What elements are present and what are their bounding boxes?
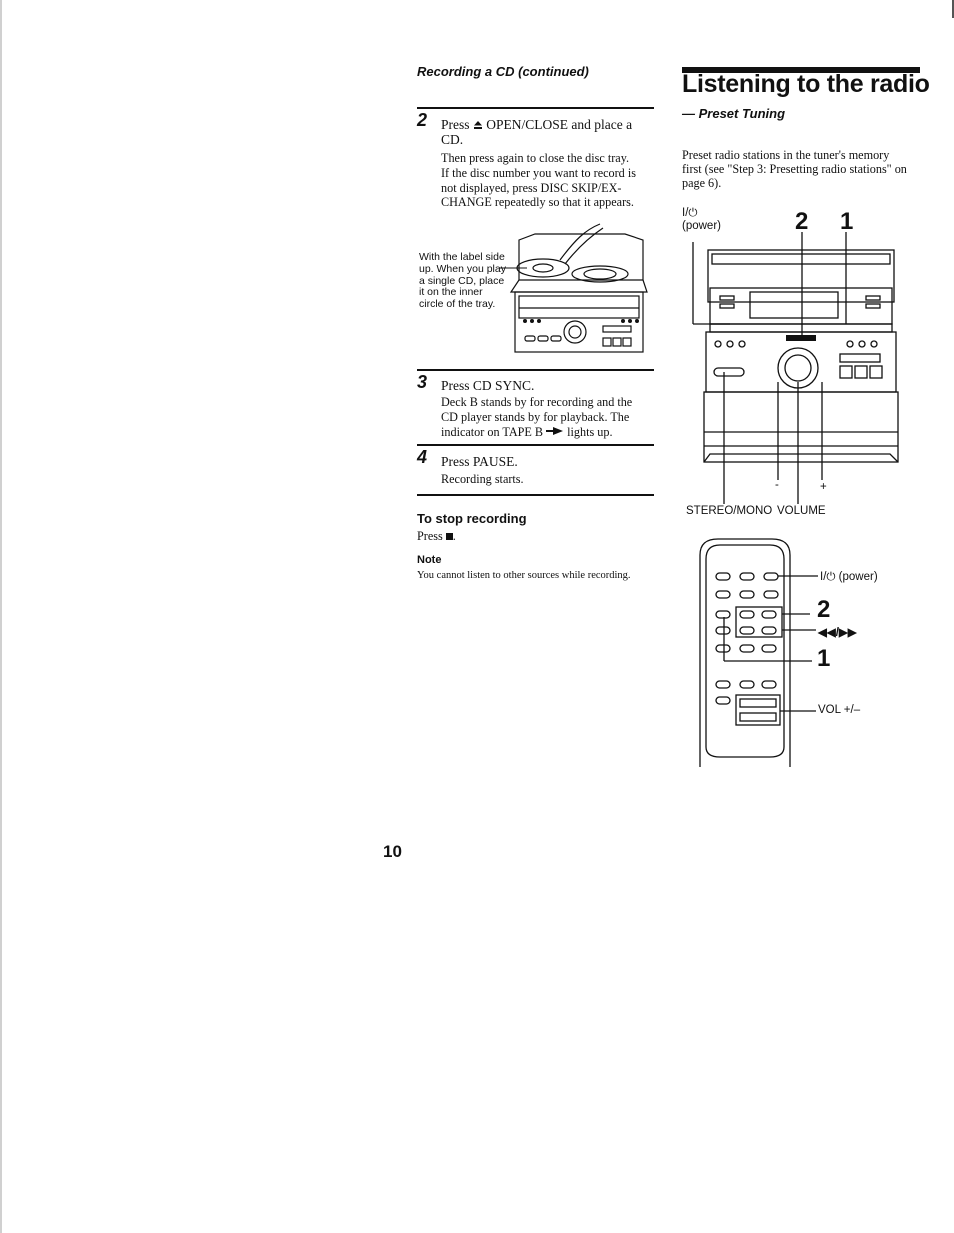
step-number: 3	[417, 372, 428, 392]
page-edge-left	[0, 0, 2, 1233]
divider	[417, 444, 654, 446]
step-detail-prefix: Deck B stands by for recording and the CD player stands by for playback. The indicator on TAPE B	[441, 395, 633, 439]
step-instruction: Press CD SYNC.	[441, 378, 535, 393]
remote-power-label: I/⏻ (power)	[820, 571, 878, 583]
page-subtitle: — Preset Tuning	[682, 106, 786, 121]
divider	[417, 369, 654, 371]
stop-text-suffix: .	[452, 529, 456, 543]
step-instruction	[441, 117, 653, 147]
step-detail-suffix: lights up.	[564, 425, 613, 439]
stop-square-icon	[446, 533, 453, 540]
stereo-unit-illustration	[690, 232, 900, 502]
step-detail: Recording starts.	[441, 472, 524, 486]
page-number: 10	[383, 842, 402, 861]
stop-instruction	[417, 529, 456, 544]
volume-plus-label: +	[820, 481, 827, 493]
callout-number: 2	[795, 208, 809, 235]
power-word-label: (power)	[682, 220, 721, 232]
cd-player-illustration	[505, 220, 650, 355]
step-detail: If the disc number you want to record is not displayed, press DISC SKIP/EX-CHANGE repeatedly so that it appears.	[441, 166, 636, 209]
remote-vol-label: VOL +/–	[818, 704, 861, 716]
callout-number: 1	[817, 645, 831, 672]
callout-number: 2	[817, 596, 831, 623]
eject-icon	[473, 118, 483, 128]
step-number: 2	[417, 110, 428, 130]
step-number: 4	[417, 447, 428, 467]
intro-paragraph: Preset radio stations in the tuner's memory first (see "Step 3: Presetting radio stations" on page 6).	[682, 148, 907, 190]
remote-skip-label: ◀◀/▶▶	[818, 627, 857, 639]
callout-number: 1	[840, 208, 854, 235]
step-detail: Then press again to close the disc tray.	[441, 151, 630, 165]
section-heading: To stop recording	[417, 511, 527, 526]
figure-caption: With the label side up. When you play a single CD, place it on the inner circle of the tray.	[419, 251, 506, 311]
step-text-suffix: OPEN/CLOSE and place a CD.	[441, 117, 633, 147]
step-instruction: Press PAUSE.	[441, 454, 518, 469]
step-text-prefix: Press	[441, 117, 473, 132]
page-title: Listening to the radio	[682, 70, 930, 98]
running-head: Recording a CD (continued)	[417, 64, 589, 79]
play-arrow-icon	[546, 424, 564, 432]
step-detail	[441, 395, 646, 440]
volume-label: VOLUME	[777, 505, 826, 517]
note-text: You cannot listen to other sources while recording.	[417, 570, 631, 581]
volume-minus-label: -	[775, 479, 779, 491]
divider	[417, 107, 654, 109]
note-heading: Note	[417, 554, 442, 566]
divider	[417, 494, 654, 496]
power-symbol-label: I/⏻	[682, 207, 698, 219]
remote-control-illustration	[698, 535, 798, 767]
stereo-mono-label: STEREO/MONO	[686, 505, 773, 517]
stop-text-prefix: Press	[417, 529, 446, 543]
